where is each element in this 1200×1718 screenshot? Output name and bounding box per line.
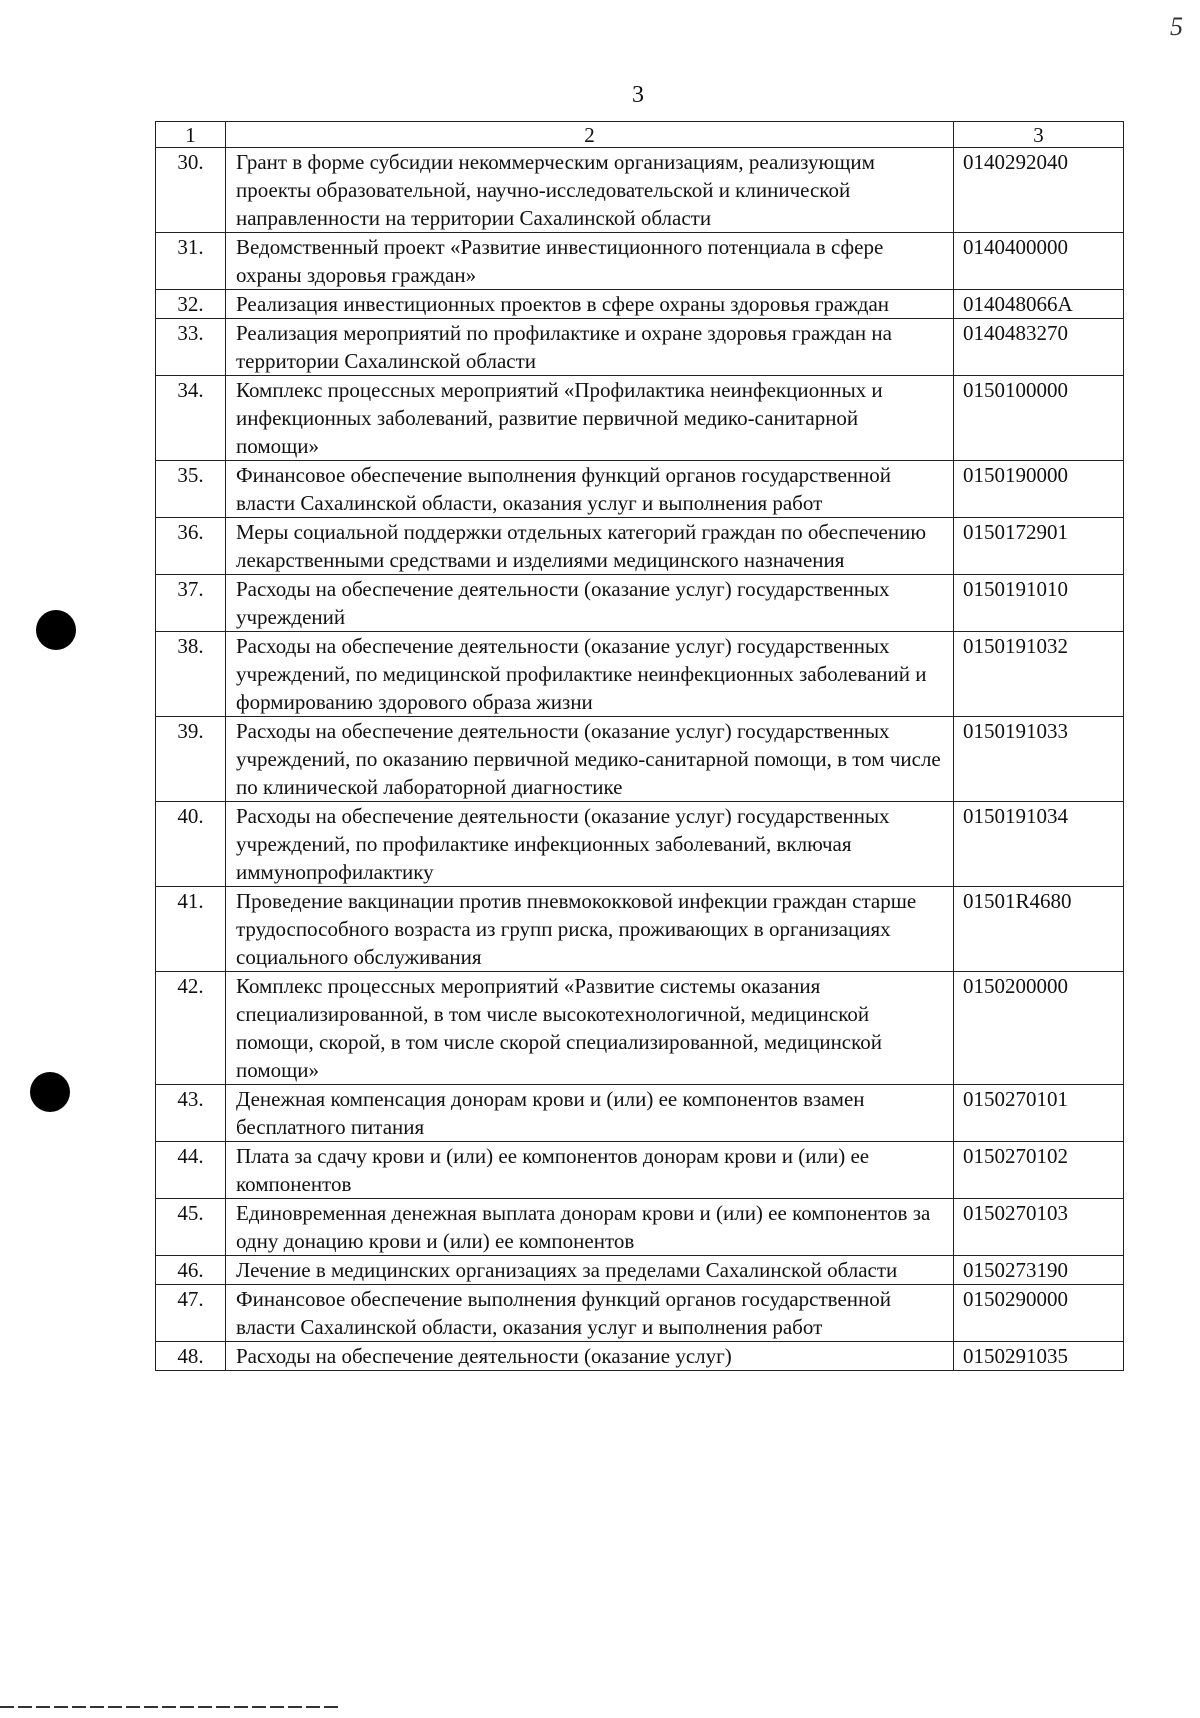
table-row xyxy=(156,972,1124,1085)
row-description: Реализация мероприятий по профилактике и охране здоровья граждан на территории Сахалинской области xyxy=(226,319,954,376)
row-number: 43. xyxy=(156,1085,226,1142)
row-description: Лечение в медицинских организациях за пределами Сахалинской области xyxy=(226,1256,954,1285)
row-code: 0150200000 xyxy=(954,972,1124,1085)
row-code: 0150191032 xyxy=(954,632,1124,717)
table-row xyxy=(156,632,1124,717)
table-row xyxy=(156,290,1124,319)
row-code: 0150190000 xyxy=(954,461,1124,518)
row-number: 30. xyxy=(156,148,226,233)
row-description: Финансовое обеспечение выполнения функций органов государственной власти Сахалинской области, оказания услуг и выполнения работ xyxy=(226,1285,954,1342)
table-row xyxy=(156,802,1124,887)
row-description: Грант в форме субсидии некоммерческим организациям, реализующим проекты образовательной, научно-исследовательской и клинической направленности на территории Сахалинской области xyxy=(226,148,954,233)
row-number: 48. xyxy=(156,1342,226,1371)
header-cell-number: 1 xyxy=(156,122,226,148)
table-row xyxy=(156,1199,1124,1256)
row-number: 47. xyxy=(156,1285,226,1342)
row-code: 0150172901 xyxy=(954,518,1124,575)
row-code: 0140292040 xyxy=(954,148,1124,233)
table-row xyxy=(156,1285,1124,1342)
punch-hole xyxy=(36,610,76,650)
table-row xyxy=(156,461,1124,518)
corner-page-mark: 5 xyxy=(1170,12,1183,41)
row-number: 44. xyxy=(156,1142,226,1199)
row-number: 45. xyxy=(156,1199,226,1256)
row-code: 014048066А xyxy=(954,290,1124,319)
row-description: Финансовое обеспечение выполнения функций органов государственной власти Сахалинской области, оказания услуг и выполнения работ xyxy=(226,461,954,518)
row-description: Денежная компенсация донорам крови и (или) ее компонентов взамен бесплатного питания xyxy=(226,1085,954,1142)
row-description: Плата за сдачу крови и (или) ее компонентов донорам крови и (или) ее компонентов xyxy=(226,1142,954,1199)
budget-codes-table xyxy=(155,121,1124,1371)
table-header-row xyxy=(156,122,1124,148)
row-code: 0150290000 xyxy=(954,1285,1124,1342)
table-row xyxy=(156,233,1124,290)
row-number: 39. xyxy=(156,717,226,802)
table-row xyxy=(156,717,1124,802)
row-code: 0150270101 xyxy=(954,1085,1124,1142)
row-code: 0150273190 xyxy=(954,1256,1124,1285)
row-code: 0150100000 xyxy=(954,376,1124,461)
row-description: Реализация инвестиционных проектов в сфере охраны здоровья граждан xyxy=(226,290,954,319)
row-number: 34. xyxy=(156,376,226,461)
row-number: 37. xyxy=(156,575,226,632)
row-number: 36. xyxy=(156,518,226,575)
punch-hole xyxy=(30,1072,70,1112)
header-cell-name: 2 xyxy=(226,122,954,148)
row-number: 41. xyxy=(156,887,226,972)
row-number: 42. xyxy=(156,972,226,1085)
row-code: 0150291035 xyxy=(954,1342,1124,1371)
page-number: 3 xyxy=(632,82,644,108)
row-code: 0150191010 xyxy=(954,575,1124,632)
table-row xyxy=(156,319,1124,376)
row-description: Ведомственный проект «Развитие инвестиционного потенциала в сфере охраны здоровья граждан» xyxy=(226,233,954,290)
row-number: 32. xyxy=(156,290,226,319)
table-row xyxy=(156,376,1124,461)
header-cell-code: 3 xyxy=(954,122,1124,148)
row-code: 0150191033 xyxy=(954,717,1124,802)
table-row xyxy=(156,575,1124,632)
table-row xyxy=(156,1256,1124,1285)
row-code: 0140400000 xyxy=(954,233,1124,290)
table-row xyxy=(156,518,1124,575)
row-description: Расходы на обеспечение деятельности (оказание услуг) государственных учреждений xyxy=(226,575,954,632)
row-number: 33. xyxy=(156,319,226,376)
row-number: 31. xyxy=(156,233,226,290)
row-number: 35. xyxy=(156,461,226,518)
row-description: Расходы на обеспечение деятельности (оказание услуг) государственных учреждений, по медицинской профилактике неинфекционных заболеваний и формированию здорового образа жизни xyxy=(226,632,954,717)
row-description: Проведение вакцинации против пневмококковой инфекции граждан старше трудоспособного возраста из групп риска, проживающих в организациях социального обслуживания xyxy=(226,887,954,972)
table-row xyxy=(156,1142,1124,1199)
row-description: Комплекс процессных мероприятий «Профилактика неинфекционных и инфекционных заболеваний, развитие первичной медико-санитарной помощи» xyxy=(226,376,954,461)
table-row xyxy=(156,1085,1124,1142)
row-description: Меры социальной поддержки отдельных категорий граждан по обеспечению лекарственными средствами и изделиями медицинского назначения xyxy=(226,518,954,575)
row-code: 0140483270 xyxy=(954,319,1124,376)
row-code: 0150270103 xyxy=(954,1199,1124,1256)
row-code: 0150191034 xyxy=(954,802,1124,887)
table-row xyxy=(156,1342,1124,1371)
row-code: 0150270102 xyxy=(954,1142,1124,1199)
row-number: 38. xyxy=(156,632,226,717)
row-description: Комплекс процессных мероприятий «Развитие системы оказания специализированной, в том числе высокотехнологичной, медицинской помощи, скорой, в том числе скорой специализированной, медицинской помощи» xyxy=(226,972,954,1085)
table-row xyxy=(156,148,1124,233)
row-description: Единовременная денежная выплата донорам крови и (или) ее компонентов за одну донацию крови и (или) ее компонентов xyxy=(226,1199,954,1256)
scan-edge-line xyxy=(0,1706,340,1708)
row-number: 40. xyxy=(156,802,226,887)
row-description: Расходы на обеспечение деятельности (оказание услуг) xyxy=(226,1342,954,1371)
row-description: Расходы на обеспечение деятельности (оказание услуг) государственных учреждений, по профилактике инфекционных заболеваний, включая иммунопрофилактику xyxy=(226,802,954,887)
row-number: 46. xyxy=(156,1256,226,1285)
table-row xyxy=(156,887,1124,972)
row-code: 01501R4680 xyxy=(954,887,1124,972)
row-description: Расходы на обеспечение деятельности (оказание услуг) государственных учреждений, по оказанию первичной медико-санитарной помощи, в том числе по клинической лабораторной диагностике xyxy=(226,717,954,802)
